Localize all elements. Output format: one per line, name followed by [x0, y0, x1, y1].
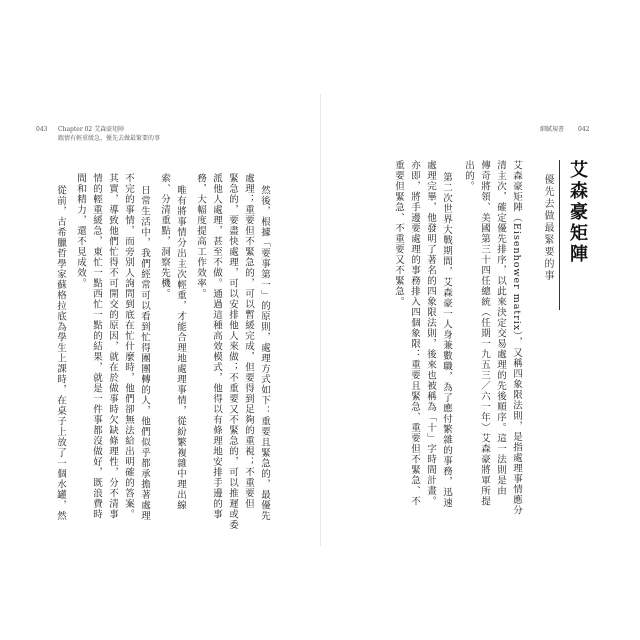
body-line: 日常生活中，我們經常可以看到忙得團團轉的人，他們似乎都承擔著處理	[139, 185, 150, 521]
body-line: 緊急的，要盡快處理，可以安排他人來做；不重要又不緊急的，可以推遲或委	[227, 173, 238, 530]
body-line: 派他人處理，甚至不做。通過這種高效模式，他得以有條理地安排手邊的事	[211, 173, 222, 520]
body-line: 清主次，確定優先排序，以此來決定交易處理的先後順序。這一法則是由	[495, 160, 506, 496]
body-line: 情的輕重緩急，東忙一點西忙一點的結果，就是一件事都沒做好，既浪費時	[91, 173, 102, 520]
body-line: 索、分清重點，洞察先機。	[159, 173, 170, 299]
left-chapter-header: Chapter 02 艾森豪矩陣	[58, 126, 125, 133]
chapter-title: 艾森豪矩陣	[567, 160, 588, 265]
right-book-title: 細膩規書	[540, 126, 565, 133]
body-line: 處理完畢，他發明了著名的四象限法則，後來也被稱為「十」字時間計畫。	[425, 160, 436, 507]
body-line: 出的。	[463, 160, 474, 192]
body-line: 亦即，將手邊要處理的事務排入四個象限：重要且緊急、重要但不緊急、不	[409, 160, 420, 507]
body-line: 不完的事情，而旁別人詢問到底在忙什麼時，他們卻無法給出明確的答案。	[123, 173, 134, 520]
body-line: 重要但緊急、不重要又不緊急。	[393, 160, 404, 307]
right-page-number: 042	[578, 126, 590, 133]
body-line: 傳奇將領、美國第三十四任總統（任期一九五三／六一年）艾森豪將軍所提	[479, 160, 490, 507]
body-line: 艾森豪矩陣（Eisenhower matrix），又稱四象限法則，是指處理事情應分	[511, 160, 522, 516]
body-line: 從前，古希臘哲學家蘇格拉底為學生上課時，在桌子上放了一個水罐，然	[55, 185, 66, 521]
body-line: 間和精力，還不見成效。	[75, 173, 86, 289]
chapter-subtitle: 優先去做最緊要的事	[542, 174, 553, 282]
body-line: 其實，導致他們忙得不可開交的原因，就在於做事時欠缺條理性，分不清事	[107, 173, 118, 520]
body-line: 處理；重要但不緊急的，可以暫緩完成，但要得到足夠的重視；不重要但	[243, 173, 254, 509]
body-line: 務，大幅度提高工作效率。	[195, 173, 206, 299]
body-line: 唯有將事情分出主次輕重，才能合理地處理事情，從紛繁複雜中理出線	[175, 185, 186, 511]
title-rule	[559, 160, 560, 310]
left-page-number: 043	[36, 126, 48, 133]
page-gutter	[320, 94, 321, 546]
body-line: 第二次世界大戰期間，艾森豪一人身兼數職，為了應付繁雜的事務，迅速	[441, 172, 452, 508]
body-line: 然後，根據「要事第一」的原則，處理方式如下：重要且緊急的，最優先	[259, 185, 270, 521]
left-running-title: 跟情有輕重緩急，優先去做最緊要的事	[58, 135, 161, 142]
